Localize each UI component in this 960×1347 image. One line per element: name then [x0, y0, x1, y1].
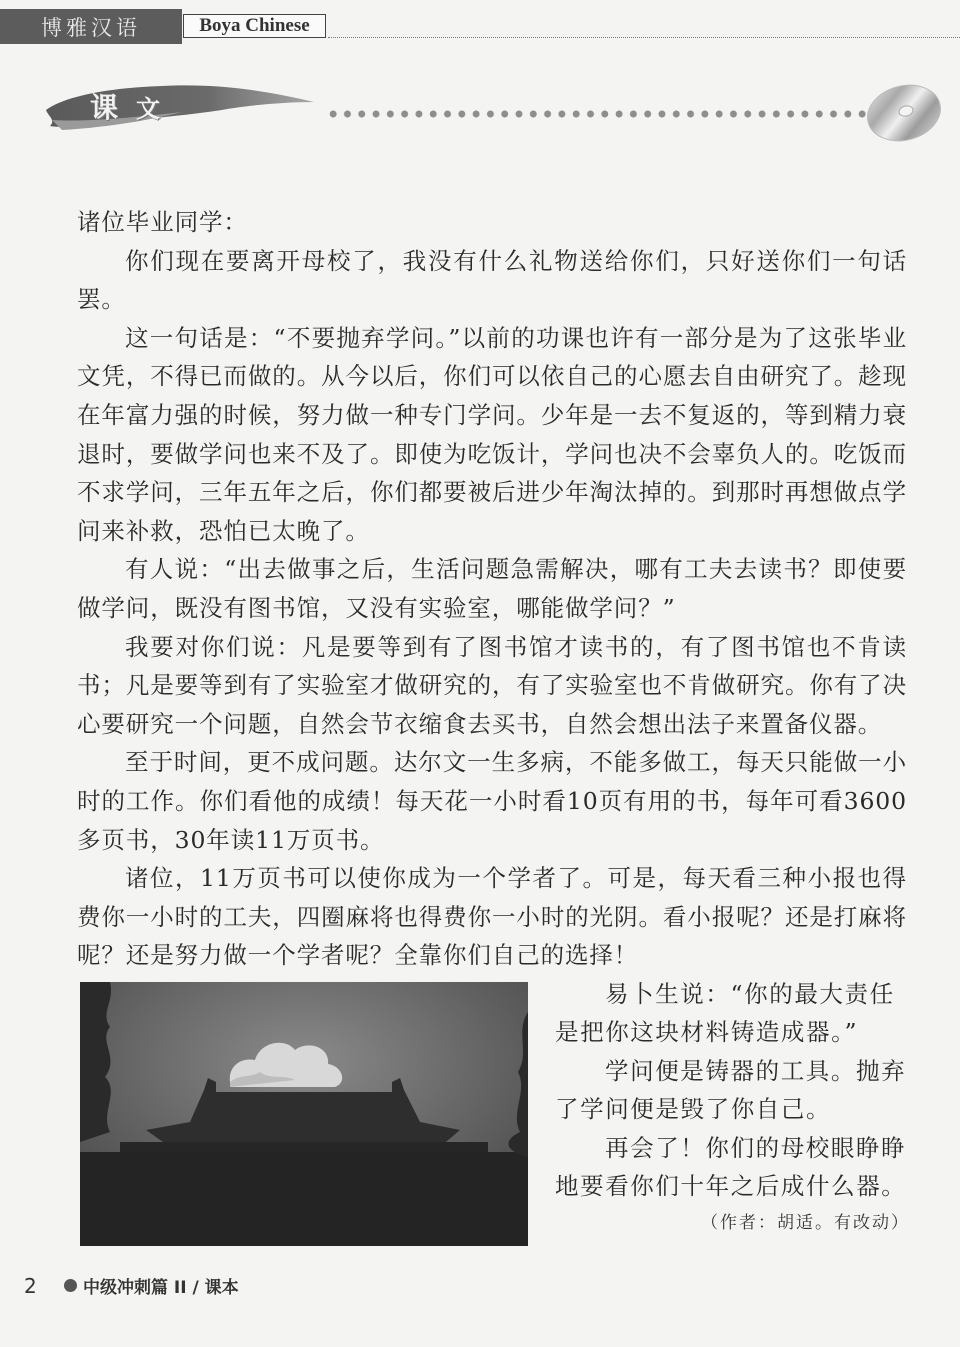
section-title-char: 文 — [136, 94, 161, 123]
book-label: 中级冲刺篇 II / 课本 — [83, 1278, 239, 1298]
section-title — [90, 86, 160, 126]
salutation: 诸位毕业同学： — [77, 208, 248, 236]
brush-stroke-icon — [42, 80, 317, 130]
series-title-en-box — [183, 14, 326, 38]
paragraph: 诸位，11万页书可以使你成为一个学者了。可是，每天看三种小报也得费你一小时的工夫，四圈麻将也得费你一小时的光阴。看小报呢？还是打麻将呢？还是努力做一个学者呢？全靠你们自己的选择！ — [77, 864, 907, 970]
header-divider — [328, 37, 960, 38]
paragraph: 易卜生说：“你的最大责任是把你这块材料铸造成器。” — [555, 980, 895, 1047]
paragraph: 至于时间，更不成问题。达尔文一生多病，不能多做工，每天只能做一小时的工作。你们看他的成绩！每天花一小时看10页有用的书，每年可看3600多页书，30年读11万页书。 — [77, 748, 907, 854]
paragraph: 有人说：“出去做事之后，生活问题急需解决，哪有工夫去读书？即使要做学问，既没有图书馆，又没有实验室，哪能做学问？” — [77, 555, 907, 622]
series-title-bar — [0, 9, 182, 44]
closing-text — [555, 975, 907, 1205]
section-title-char: 课 — [90, 91, 119, 124]
page-number: 2 — [24, 1273, 37, 1298]
temple-photo-image — [80, 982, 528, 1246]
paragraph: 再会了！你们的母校眼睁睁地要看你们十年之后成什么器。 — [555, 1133, 907, 1201]
series-title-cn: 博雅汉语 — [41, 15, 141, 40]
paragraph: 这一句话是：“不要抛弃学问。”以前的功课也许有一部分是为了这张毕业文凭，不得已而做的。从今以后，你们可以依自己的心愿去自由研究了。趁现在年富力强的时候，努力做一种专门学问。少年是一去不复返的，等到精力衰退时，要做学问也来不及了。即使为吃饭计，学问也决不会辜负人的。吃饭而不求学问，三年五年之后，你们都要被后进少年淘汰掉的。到那时再想做点学问来补救，恐怕已太晚了。 — [77, 323, 907, 545]
series-title-en: Boya Chinese — [199, 15, 310, 36]
paragraph: 你们现在要离开母校了，我没有什么礼物送给你们，只好送你们一句话罢。 — [77, 246, 907, 314]
cd-icon[interactable] — [864, 82, 944, 144]
author-note: （作者：胡适。有改动） — [701, 1213, 910, 1233]
paragraph: 我要对你们说：凡是要等到有了图书馆才读书的，有了图书馆也不肯读书；凡是要等到有了实验室才做研究的，有了实验室也不肯做研究。你有了决心要研究一个问题，自然会节衣缩食去买书，自然会想出法子来置备仪器。 — [77, 632, 907, 738]
page-footer — [24, 1273, 239, 1298]
paragraph: 学问便是铸器的工具。抛弃了学问便是毁了你自己。 — [555, 1056, 907, 1124]
section-dotted-divider — [326, 110, 871, 118]
bullet-icon — [64, 1279, 77, 1292]
temple-photo — [80, 982, 528, 1246]
lesson-text — [77, 203, 907, 975]
